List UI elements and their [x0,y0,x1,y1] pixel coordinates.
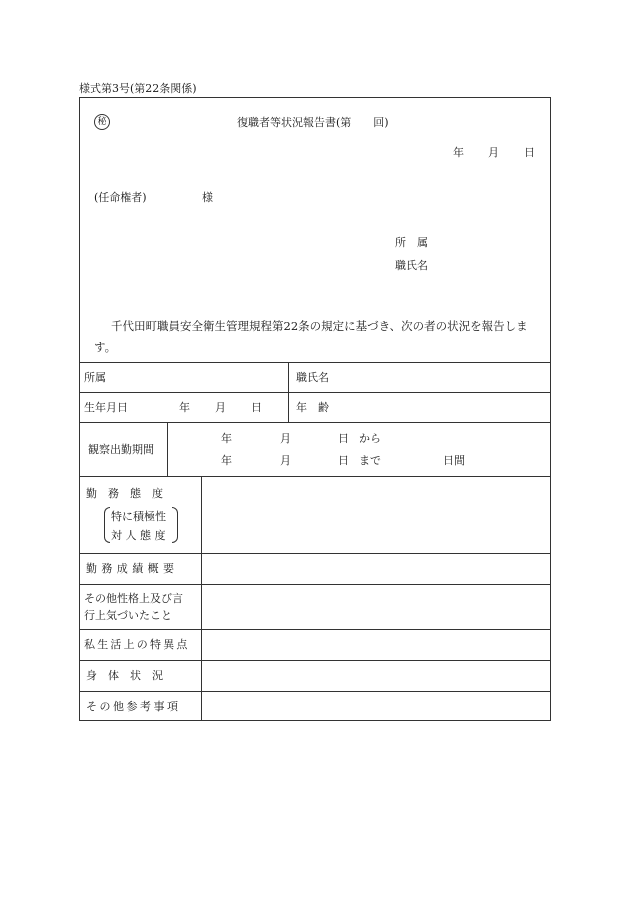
performance-label: 勤務成績概要 [86,562,179,575]
attitude-sub-label-1: 特に積極性 [111,510,166,523]
form-title: 復職者等状況報告書(第 回) [237,116,389,129]
table-top-line [79,362,551,363]
reporter-affiliation-label: 所 属 [395,236,428,249]
name-label: 職氏名 [296,371,329,384]
row-line-3 [79,476,551,477]
addressee-suffix: 様 [202,191,213,204]
birth-day-label: 日 [251,401,262,414]
attitude-bracket-right [172,507,178,543]
birthdate-label: 生年月日 [84,401,128,414]
birth-month-label: 月 [215,401,226,414]
attitude-bracket-left [104,507,110,543]
period-days-label: 日間 [443,454,465,467]
period-to-day: 日 [338,454,349,467]
period-to-year: 年 [221,454,232,467]
period-from-year: 年 [221,432,232,445]
period-to-month: 月 [280,454,291,467]
period-from-suffix: から [359,432,381,445]
birth-year-label: 年 [179,401,190,414]
form-number: 様式第3号(第22条関係) [79,82,197,95]
other-traits-label-2: 行上気づいたこと [84,609,172,622]
age-label: 年 齢 [296,401,329,414]
addressee-label: (任命権者) [94,191,147,204]
row-line-2 [79,422,551,423]
row-line-5 [79,584,551,585]
attitude-sub-label-2: 対 人 態 度 [111,529,166,542]
col-line-labels [201,476,202,721]
private-life-label: 私生活上の特異点 [84,638,190,651]
statement-line-2: す。 [94,340,117,354]
statement-line-1: 千代田町職員安全衛生管理規程第22条の規定に基づき、次の者の状況を報告しま [111,319,528,333]
col-line-period [167,422,168,476]
secret-mark-icon: 秘 [94,114,110,130]
reporter-name-label: 職氏名 [395,259,428,272]
period-from-day: 日 [338,432,349,445]
period-label: 観察出勤期間 [88,443,154,456]
date-year-label: 年 [453,146,464,159]
date-day-label: 日 [524,146,535,159]
affiliation-label: 所属 [84,371,106,384]
period-to-suffix: まで [359,454,381,467]
other-traits-label-1: その他性格上及び言 [84,592,183,605]
attitude-label: 勤 務 態 度 [86,487,163,500]
row-line-4 [79,553,551,554]
period-from-month: 月 [280,432,291,445]
col-line-affiliation [288,362,289,422]
row-line-8 [79,691,551,692]
physical-label: 身 体 状 況 [86,669,163,682]
row-line-7 [79,660,551,661]
other-notes-label: その他参考事項 [86,700,181,713]
date-month-label: 月 [488,146,499,159]
row-line-1 [79,392,551,393]
row-line-6 [79,629,551,630]
